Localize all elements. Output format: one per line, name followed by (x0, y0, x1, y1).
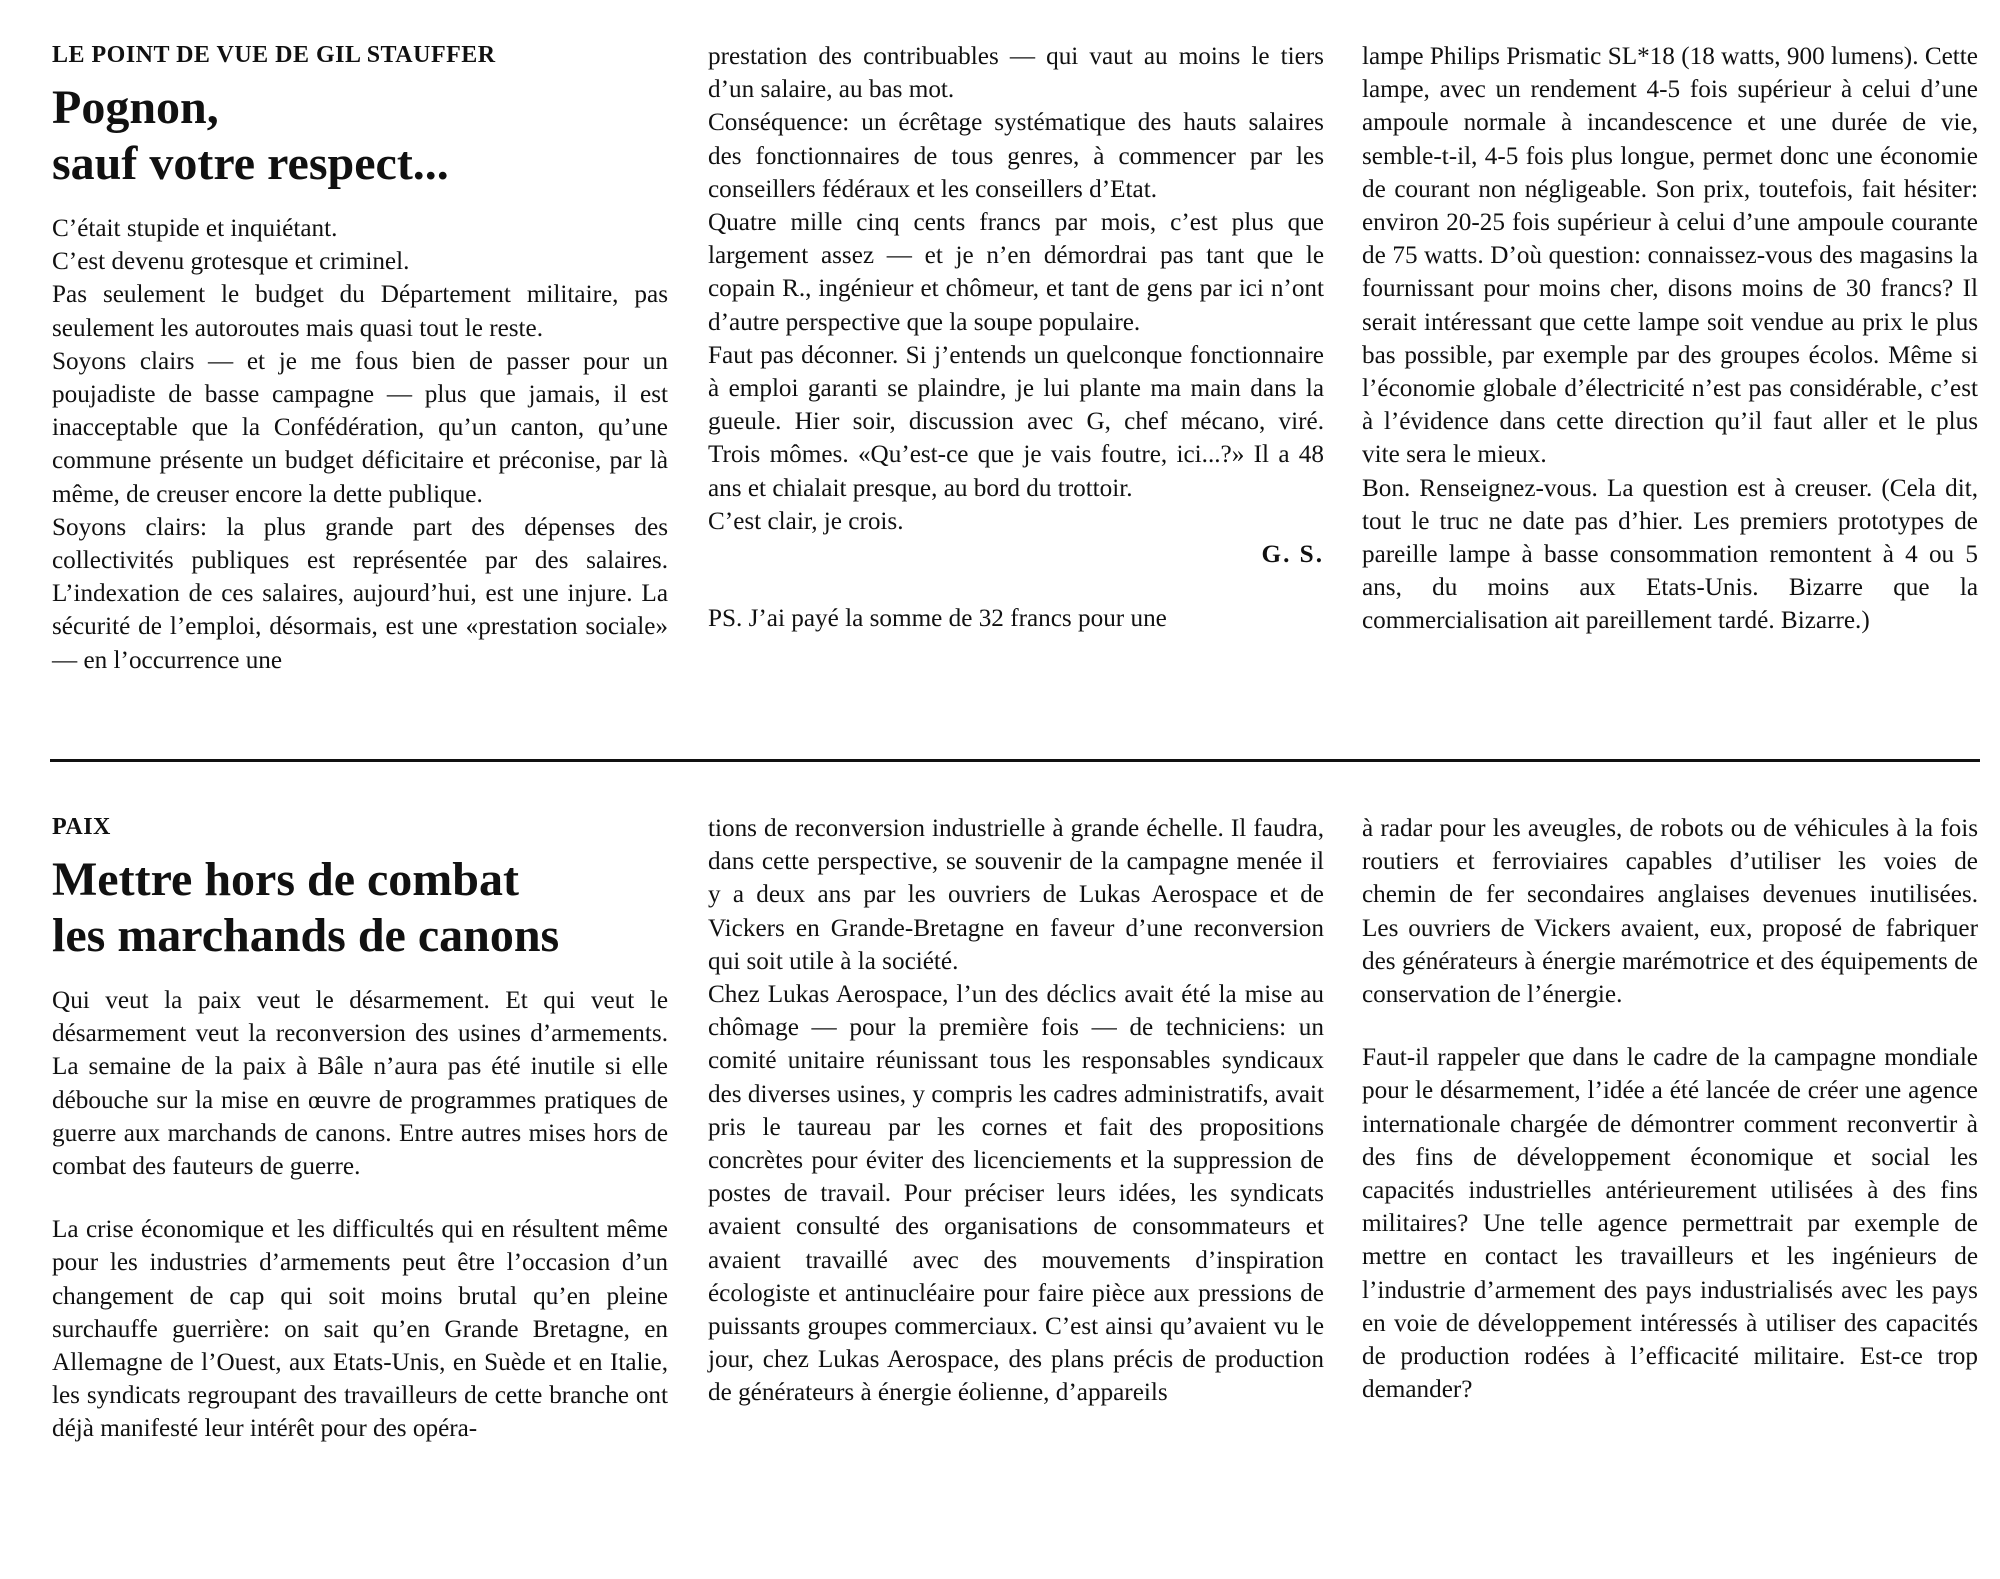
article1-headline-line2: sauf votre respect... (52, 137, 449, 190)
article1-ps: PS. J’ai payé la somme de 32 francs pour une (708, 605, 1167, 633)
article1-paragraph: C’est clair, je crois. (708, 507, 904, 535)
article1-headline (52, 80, 668, 192)
article1-signature: G. S. (1261, 541, 1324, 569)
article2-headline-line1: Mettre hors de combat (52, 853, 519, 906)
article2-kicker: PAIX (52, 814, 111, 840)
article1-column-1 (52, 40, 668, 677)
article1-column-3 (1362, 40, 1978, 638)
article1-paragraph: prestation des contribuables — qui vaut au moins le tiers d’un salaire, au bas mot. (708, 43, 1324, 104)
article2-paragraph: La crise économique et les difficultés qui en résultent même pour les industries d’armements peut être l’occasion d’un changement de cap qui soit moins brutal qu’en pleine surchauffe guerrière: on sait qu’en Grande Bretagne, en Allemagne de l’Ouest, aux Etats-Unis, en Suède et en Italie, les syndicats regroupant des travailleurs de cette branche ont déjà manifesté leur intérêt pour des opéra- (52, 1216, 668, 1443)
article1-paragraph: C’est devenu grotesque et criminel. (52, 248, 410, 276)
article1-kicker: LE POINT DE VUE DE GIL STAUFFER (52, 42, 496, 68)
article1-ps: lampe Philips Prismatic SL*18 (18 watts, 900 lumens). Cette lampe, avec un rendement 4-5 fois supérieur à celui d’une ampoule normale à incandescence et une durée de vie, semble-t-il, 4-5 fois plus longue, permet donc une économie de courant non négligeable. Son prix, toutefois, fait hésiter: environ 20-25 fois supérieur à celui d’une ampoule courante de 75 watts. D’où question: connaissez-vous des magasins la fournissant pour moins cher, disons moins de 30 francs? Il serait intéressant que cette lampe soit vendue au prix le plus bas possible, par exemple par des groupes écolos. Même si l’économie globale d’électricité n’est pas considérable, c’est à l’évidence dans cette direction qu’il faut aller et le plus vite sera le mieux. (1362, 43, 1978, 469)
article2-paragraph: à radar pour les aveugles, de robots ou de véhicules à la fois routiers et ferroviaires capables d’utiliser les voies de chemin de fer secondaires anglaises devenues inutilisées. Les ouvriers de Vickers avaient, eux, proposé de fabriquer des générateurs à énergie marémotrice et des équipements de conservation de l’énergie. (1362, 815, 1978, 1009)
article1-headline-line1: Pognon, (52, 81, 219, 134)
article1-column-2 (708, 40, 1324, 635)
article2-paragraph: Chez Lukas Aerospace, l’un des déclics avait été la mise au chômage — pour la première fois — de techniciens: un comité unitaire réunissant tous les responsables syndicaux des diverses usines, y compris les cadres administratifs, avait pris le taureau par les cornes et fait des propositions concrètes pour éviter des licenciements et la suppression de postes de travail. Pour préciser leurs idées, les syndicats avaient consulté des organisations de consommateurs et avaient travaillé avec des mouvements d’inspiration écologiste et antinucléaire pour faire pièce aux pressions de puissants groupes commerciaux. C’est ainsi qu’avaient vu le jour, chez Lukas Aerospace, des plans précis de production de générateurs à énergie éolienne, d’appareils (708, 981, 1324, 1407)
article2-headline-line2: les marchands de canons (52, 909, 560, 962)
article2-paragraph: Qui veut la paix veut le désarmement. Et qui veut le désarmement veut la reconversion des usines d’armements. La semaine de la paix à Bâle n’aura pas été inutile si elle débouche sur la mise en œuvre de programmes pratiques de guerre aux marchands de canons. Entre autres mises hors de combat des fauteurs de guerre. (52, 987, 668, 1181)
article2-paragraph: Faut-il rappeler que dans le cadre de la campagne mondiale pour le désarmement, l’idée a été lancée de créer une agence internationale chargée de démontrer comment reconvertir à des fins de développement économique et social les capacités industrielles antérieurement utilisées à des fins militaires? Une telle agence permettrait par exemple de mettre en contact les travailleurs et les ingénieurs de l’industrie d’armement des pays industrialisés avec les pays en voie de développement intéressés à utiliser des capacités de production rodées à l’efficacité militaire. Est-ce trop demander? (1362, 1044, 1978, 1404)
article2-headline (52, 852, 668, 964)
article2-paragraph: tions de reconversion industrielle à grande échelle. Il faudra, dans cette perspective, se souvenir de la campagne menée il y a deux ans par les ouvriers de Lukas Aerospace et de Vickers en Grande-Bretagne en faveur d’une reconversion qui soit utile à la société. (708, 815, 1324, 975)
article1-ps: Bon. Renseignez-vous. La question est à creuser. (Cela dit, tout le truc ne date pas d’hier. Les premiers prototypes de pareille lampe à basse consommation remontent à 4 ou 5 ans, du moins aux Etats-Unis. Bizarre que la commercialisation ait pareillement tardé. Bizarre.) (1362, 474, 1978, 635)
article2-column-1 (52, 812, 668, 1446)
article1-paragraph: Conséquence: un écrêtage systématique des hauts salaires des fonctionnaires de tous genres, à commencer par les conseillers fédéraux et les conseillers d’Etat. (708, 109, 1324, 203)
article1-paragraph: Quatre mille cinq cents francs par mois, c’est plus que largement assez — et je n’en démordrai pas tant que le copain R., ingénieur et chômeur, et tant de gens par ici n’ont d’autre perspective que la soupe populaire. (708, 209, 1324, 336)
article1-paragraph: Faut pas déconner. Si j’entends un quelconque fonctionnaire à emploi garanti se plaindre, je lui plante ma main dans la gueule. Hier soir, discussion avec G, chef mécano, viré. Trois mômes. «Qu’est-ce que je vais foutre, ici...?» Il a 48 ans et chialait presque, au bord du trottoir. (708, 341, 1324, 502)
article1-paragraph: C’était stupide et inquiétant. (52, 215, 338, 242)
article1-paragraph: Soyons clairs — et je me fous bien de passer pour un poujadiste de basse campagne — plus que jamais, il est inacceptable que la Confédération, qu’un canton, qu’une commune présente un budget déficitaire et préconise, par là même, de creuser encore la dette publique. (52, 347, 668, 508)
article1-paragraph: Pas seulement le budget du Département militaire, pas seulement les autoroutes mais quasi tout le reste. (52, 281, 668, 342)
section-divider (50, 759, 1980, 762)
article2-column-3 (1362, 812, 1978, 1406)
article2-column-2 (708, 812, 1324, 1410)
article1-paragraph: Soyons clairs: la plus grande part des dépenses des collectivités publiques est représentée par des salaires. L’indexation de ces salaires, aujourd’hui, est une injure. La sécurité de l’emploi, désormais, est une «prestation sociale» — en l’occurrence une (52, 513, 668, 674)
